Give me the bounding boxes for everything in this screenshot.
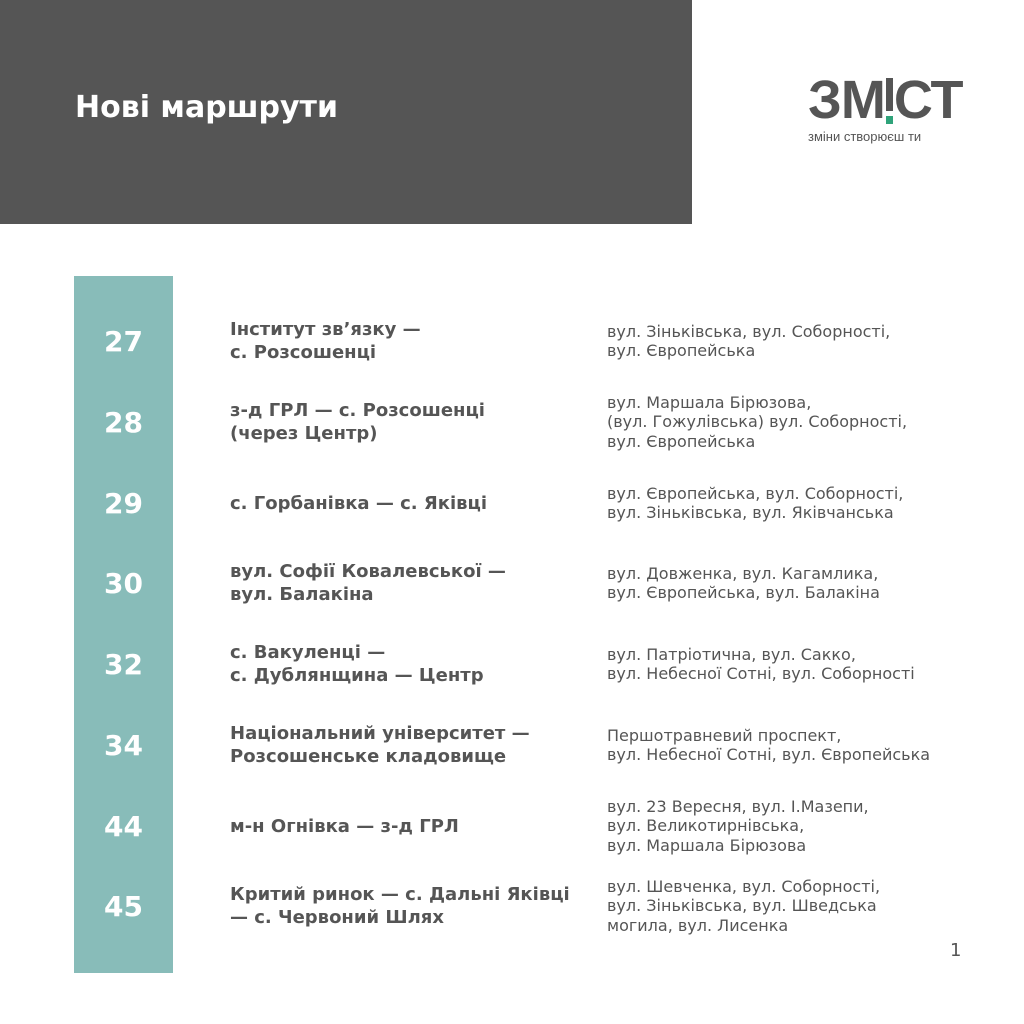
page-title: Нові маршрути: [75, 90, 338, 125]
route-row: [0, 301, 1024, 381]
route-row: [0, 624, 1024, 704]
route-number: 30: [104, 566, 143, 600]
route-streets: Першотравневий проспект, вул. Небесної Сотні, вул. Європейська: [607, 725, 931, 764]
route-row: [0, 543, 1024, 623]
route-number: 45: [104, 889, 143, 923]
route-name: Національний університет — Розсошенське кладовище: [230, 723, 530, 767]
route-name: с. Вакуленці — с. Дублянщина — Центр: [230, 642, 484, 686]
page-number: 1: [950, 940, 962, 961]
route-number: 29: [104, 486, 143, 520]
route-name: с. Горбанівка — с. Яківці: [230, 492, 488, 514]
route-name: Інститут зв’язку — с. Розсошенці: [230, 319, 421, 363]
route-row: [0, 382, 1024, 462]
logo-tagline: зміни створюєш ти: [808, 129, 922, 144]
route-number: 27: [104, 324, 143, 358]
route-streets: вул. Шевченка, вул. Соборності, вул. Зіньківська, вул. Шведська могила, вул. Лисенка: [607, 876, 881, 935]
route-number: 32: [104, 647, 143, 681]
route-streets: вул. 23 Вересня, вул. І.Мазепи, вул. Великотирнівська, вул. Маршала Бірюзова: [607, 796, 869, 855]
route-number: 28: [104, 405, 143, 439]
route-streets: вул. Патріотична, вул. Сакко, вул. Небесної Сотні, вул. Соборності: [607, 644, 915, 683]
route-streets: вул. Маршала Бірюзова, (вул. Гожулівська) вул. Соборності, вул. Європейська: [607, 392, 908, 451]
route-number: 44: [104, 809, 143, 843]
route-name: Критий ринок — с. Дальні Яківці — с. Червоний Шлях: [230, 884, 570, 928]
route-name: м-н Огнівка — з-д ГРЛ: [230, 815, 459, 837]
logo-text-right: СТ: [893, 70, 963, 130]
route-name: з-д ГРЛ — с. Розсошенці (через Центр): [230, 400, 485, 444]
route-row: [0, 463, 1024, 543]
route-streets: вул. Європейська, вул. Соборності, вул. Зіньківська, вул. Яківчанська: [607, 483, 904, 522]
route-name: вул. Софії Ковалевської — вул. Балакіна: [230, 561, 506, 605]
route-number: 34: [104, 728, 143, 762]
route-row: [0, 786, 1024, 866]
route-streets: вул. Довженка, вул. Кагамлика, вул. Європейська, вул. Балакіна: [607, 563, 880, 602]
route-row: [0, 705, 1024, 785]
route-row: [0, 866, 1024, 946]
logo-text-left: ЗМ: [808, 70, 885, 130]
route-streets: вул. Зіньківська, вул. Соборності, вул. Європейська: [607, 321, 891, 360]
